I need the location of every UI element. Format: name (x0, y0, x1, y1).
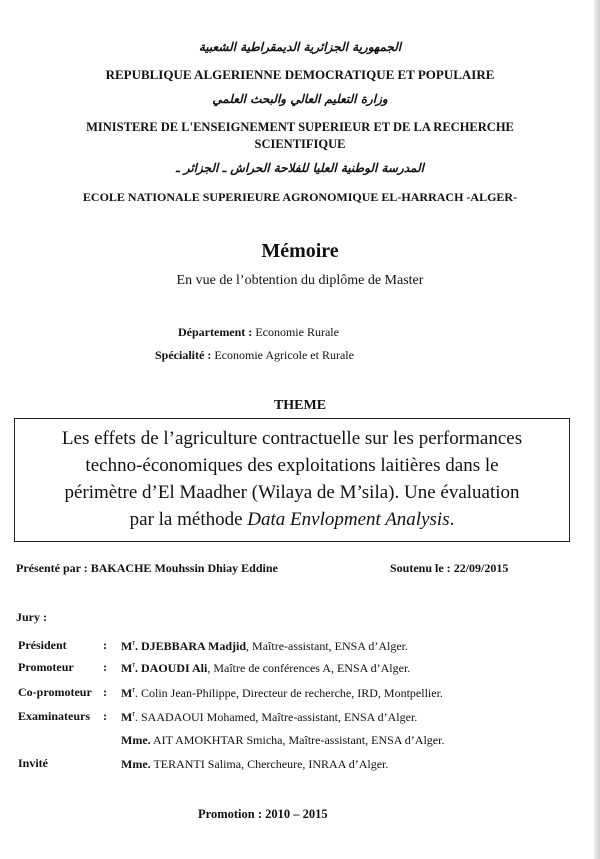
jury-role: Co-promoteur (18, 685, 92, 699)
jury-colon: : (103, 709, 107, 723)
specialty-line (155, 348, 354, 363)
jury-row (0, 638, 600, 654)
jury-name: . DAOUDI Ali (135, 661, 208, 675)
jury-colon: : (103, 660, 107, 674)
promotion-line (198, 807, 328, 822)
theme-line4-suffix: . (449, 509, 455, 530)
republic-heading: REPUBLIQUE ALGERIENNE DEMOCRATIQUE ET POPULAIRE (105, 67, 495, 82)
theme-line4-prefix: par la méthode (129, 509, 248, 530)
document-title: Mémoire (261, 240, 339, 262)
theme-method-name: Data Envlopment Analysis (247, 509, 450, 530)
defended-line (390, 561, 508, 576)
defended-date: 22/09/2015 (453, 561, 509, 575)
jury-row (0, 685, 600, 701)
document-subtitle: En vue de l’obtention du diplôme de Master (176, 273, 424, 288)
jury-name: . SAADAOUI Mohamed (135, 710, 256, 724)
department-line (178, 325, 339, 340)
jury-title-sup: r (132, 660, 135, 669)
defended-label: Soutenu le : (390, 561, 451, 575)
promotion-value: 2010 – 2015 (265, 807, 328, 821)
presenter-name: BAKACHE Mouhssin Dhiay Eddine (90, 561, 278, 575)
jury-colon: : (103, 638, 107, 652)
jury-row (0, 709, 600, 725)
theme-line: périmètre d’El Maadher (Wilaya de M’sila). Une évaluation (64, 482, 520, 503)
jury-title-sup: r (132, 638, 135, 647)
department-value: Economie Rurale (255, 325, 339, 339)
jury-title: M (121, 639, 133, 653)
jury-role: Examinateurs (18, 709, 90, 723)
jury-title: M (121, 661, 133, 675)
presented-by-label: Présenté par : (16, 561, 88, 575)
theme-line (25, 506, 559, 533)
jury-member (121, 660, 410, 676)
jury-colon: : (103, 685, 107, 699)
specialty-value: Economie Agricole et Rurale (214, 348, 354, 362)
jury-title: M (121, 686, 133, 700)
promotion-label: Promotion : (198, 807, 262, 821)
jury-details: , Maître-assistant, ENSA d’Alger. (282, 733, 445, 747)
presented-by-line (16, 561, 278, 576)
jury-row (0, 756, 600, 772)
jury-title: Mme. (121, 757, 151, 771)
jury-title: Mme. (121, 733, 151, 747)
specialty-label: Spécialité : (155, 348, 212, 362)
jury-row (0, 732, 600, 748)
ministry-heading-line2: SCIENTIFIQUE (254, 137, 346, 151)
jury-details: , Maître-assistant, ENSA d’Alger. (255, 710, 418, 724)
jury-member (121, 756, 388, 772)
jury-row (0, 660, 600, 676)
jury-title-sup: r (132, 685, 135, 694)
jury-name: AIT AMOKHTAR Smicha (150, 733, 283, 747)
jury-name: TERANTI Salima (150, 757, 242, 771)
jury-title-sup: r (132, 709, 135, 718)
jury-title: M (121, 710, 133, 724)
theme-box (14, 418, 570, 542)
department-label: Département : (178, 325, 253, 339)
theme-line: techno-économiques des exploitations laitières dans le (85, 455, 499, 476)
theme-line: Les effets de l’agriculture contractuelle sur les performances (61, 428, 523, 449)
jury-role: Promoteur (18, 660, 74, 674)
jury-label: Jury : (16, 610, 47, 624)
jury-details: , Directeur de recherche, IRD, Montpellier. (236, 686, 443, 700)
jury-details: , Maître-assistant, ENSA d’Alger. (246, 639, 409, 653)
theme-label: THEME (273, 398, 327, 413)
arabic-school-heading: المدرسة الوطنية العليا للفلاحة الحراش ـ الجزائر ـ (176, 161, 424, 175)
arabic-ministry-heading: وزارة التعليم العالي والبحث العلمي (212, 92, 388, 106)
arabic-republic-heading: الجمهورية الجزائرية الديمقراطية الشعبية (198, 40, 402, 54)
school-heading: ECOLE NATIONALE SUPERIEURE AGRONOMIQUE EL-HARRACH -ALGER- (82, 190, 518, 204)
jury-member (121, 709, 417, 725)
jury-details: , Chercheure, INRAA d’Alger. (241, 757, 389, 771)
jury-member (121, 732, 444, 748)
jury-role: Président (18, 638, 67, 652)
jury-member (121, 685, 443, 701)
jury-name: . Colin Jean-Philippe (135, 686, 236, 700)
jury-member (121, 638, 408, 654)
jury-name: . DJEBBARA Madjid (135, 639, 247, 653)
ministry-heading-line1: MINISTERE DE L'ENSEIGNEMENT SUPERIEUR ET DE LA RECHERCHE (86, 120, 514, 134)
jury-details: , Maître de conférences A, ENSA d’Alger. (207, 661, 411, 675)
jury-role: Invité (18, 756, 48, 770)
